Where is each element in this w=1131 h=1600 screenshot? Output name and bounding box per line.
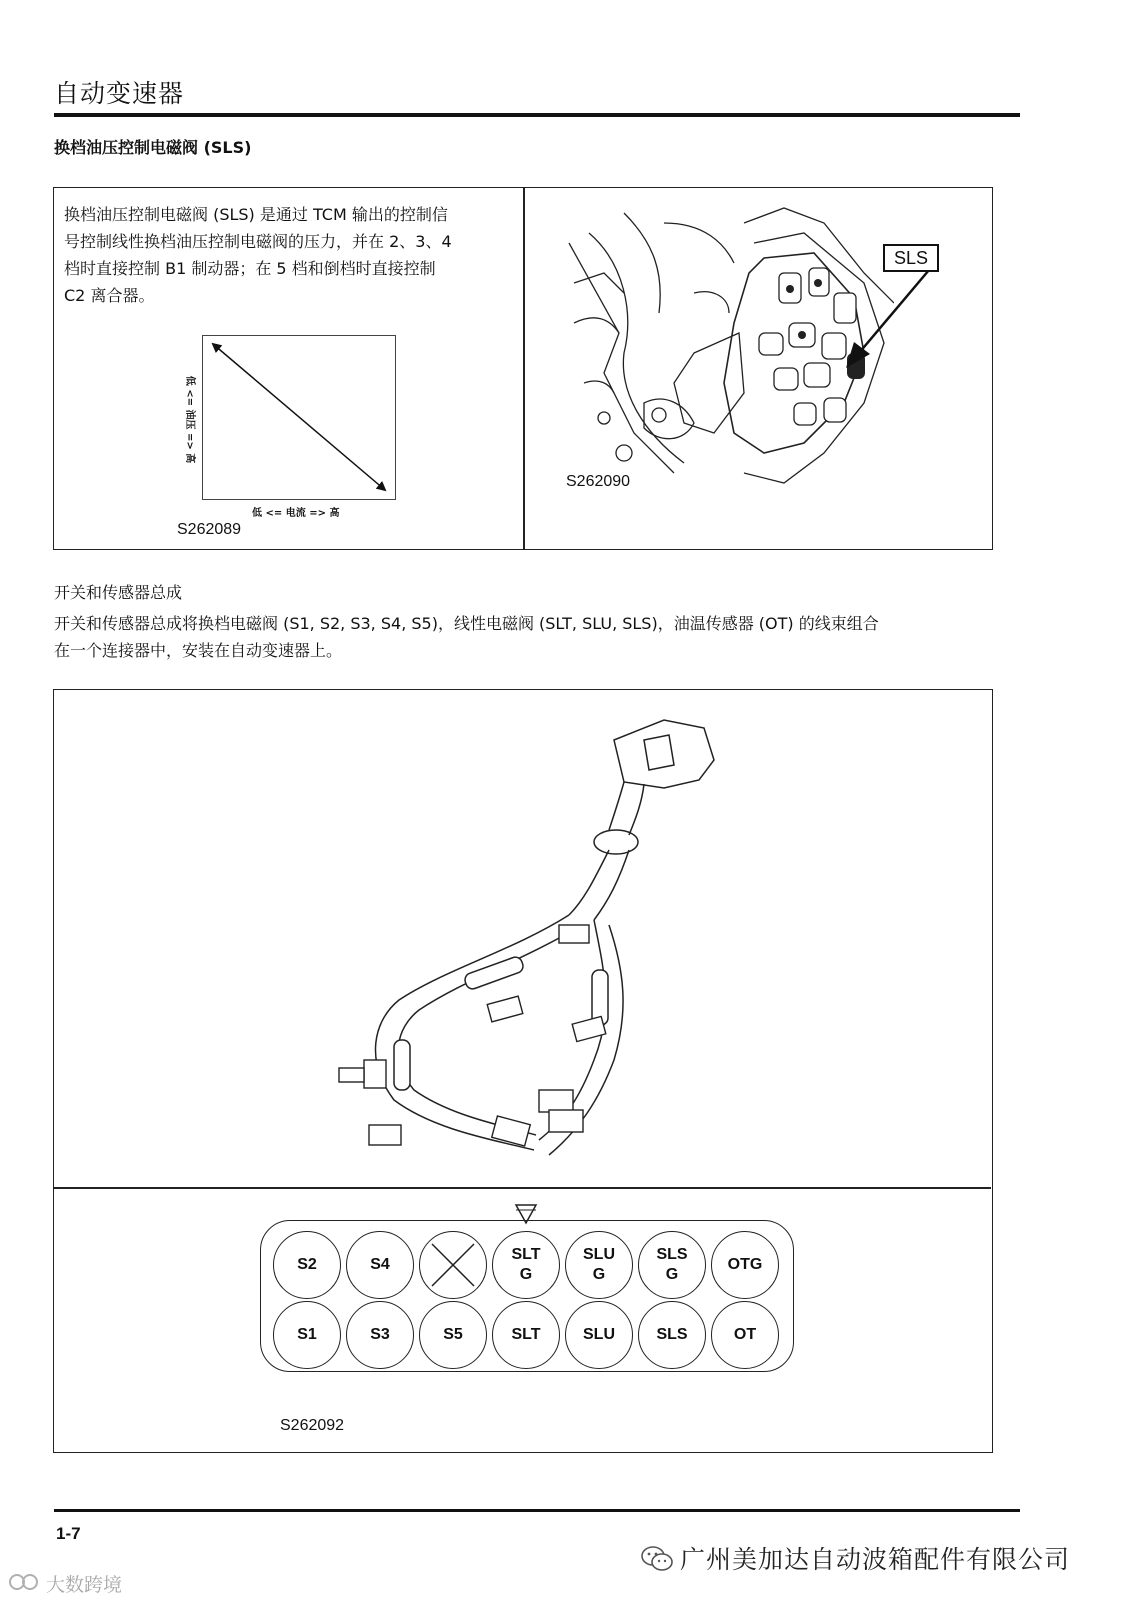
pin-slu: SLU [565, 1301, 633, 1369]
connector-pinout [260, 1220, 794, 1372]
pinout-caption: S262092 [280, 1417, 345, 1434]
pressure-current-graph [202, 335, 396, 500]
pin-unused-x-icon [419, 1231, 487, 1299]
footer-divider [54, 1509, 1020, 1512]
page-number: 1-7 [56, 1524, 81, 1543]
pin-s3: S3 [346, 1301, 414, 1369]
pin-sls: SLS [638, 1301, 706, 1369]
pin-otg: OTG [711, 1231, 779, 1299]
pin-s4: S4 [346, 1231, 414, 1299]
sls-desc-line-4: C2 离合器。 [64, 286, 155, 305]
wechat-icon [640, 1544, 674, 1574]
harness-figure-box [53, 689, 993, 1453]
sls-desc-line-2: 号控制线性换档油压控制电磁阀的压力，并在 2、3、4 [64, 232, 452, 251]
switch-desc-line-2: 在一个连接器中，安装在自动变速器上。 [54, 641, 343, 660]
sls-description [64, 201, 519, 309]
graph-y-label: 低 <= 油压 => 高 [184, 375, 196, 463]
section-title-sls: 换档油压控制电磁阀 (SLS) [54, 138, 252, 157]
company-name: 广州美加达自动波箱配件有限公司 [680, 1545, 1071, 1574]
sls-callout-arrow [834, 268, 934, 368]
graph-caption: S262089 [177, 521, 242, 538]
pin-slug: SLU G [565, 1231, 633, 1299]
graph-diagonal-arrow [203, 336, 395, 499]
pin-sltg: SLT G [492, 1231, 560, 1299]
pin-ot: OT [711, 1301, 779, 1369]
header-divider [54, 113, 1020, 117]
box-divider [523, 188, 525, 549]
watermark-logo-icon [8, 1570, 42, 1594]
photo-caption: S262090 [566, 473, 631, 490]
watermark-text: 大数跨境 [46, 1574, 123, 1596]
graph-x-label: 低 <= 电流 => 高 [252, 508, 340, 519]
sls-desc-line-1: 换档油压控制电磁阀 (SLS) 是通过 TCM 输出的控制信 [64, 205, 448, 224]
pin-s5: S5 [419, 1301, 487, 1369]
wire-harness-illustration [324, 710, 794, 1180]
chapter-title: 自动变速器 [54, 79, 185, 108]
pin-s1: S1 [273, 1301, 341, 1369]
figure-divider [54, 1187, 991, 1189]
sls-callout-label: SLS [883, 244, 939, 272]
section-title-switch-sensor: 开关和传感器总成 [54, 583, 183, 602]
sls-desc-line-3: 档时直接控制 B1 制动器；在 5 档和倒档时直接控制 [64, 259, 436, 278]
pin-slsg: SLS G [638, 1231, 706, 1299]
pin-s2: S2 [273, 1231, 341, 1299]
switch-desc-line-1: 开关和传感器总成将换档电磁阀 (S1, S2, S3, S4, S5)，线性电磁阀 (SLT, SLU, SLS)，油温传感器 (OT) 的线束组合 [54, 614, 879, 633]
sls-figure-box [53, 187, 993, 550]
pin-slt: SLT [492, 1301, 560, 1369]
switch-sensor-description [54, 610, 1029, 664]
